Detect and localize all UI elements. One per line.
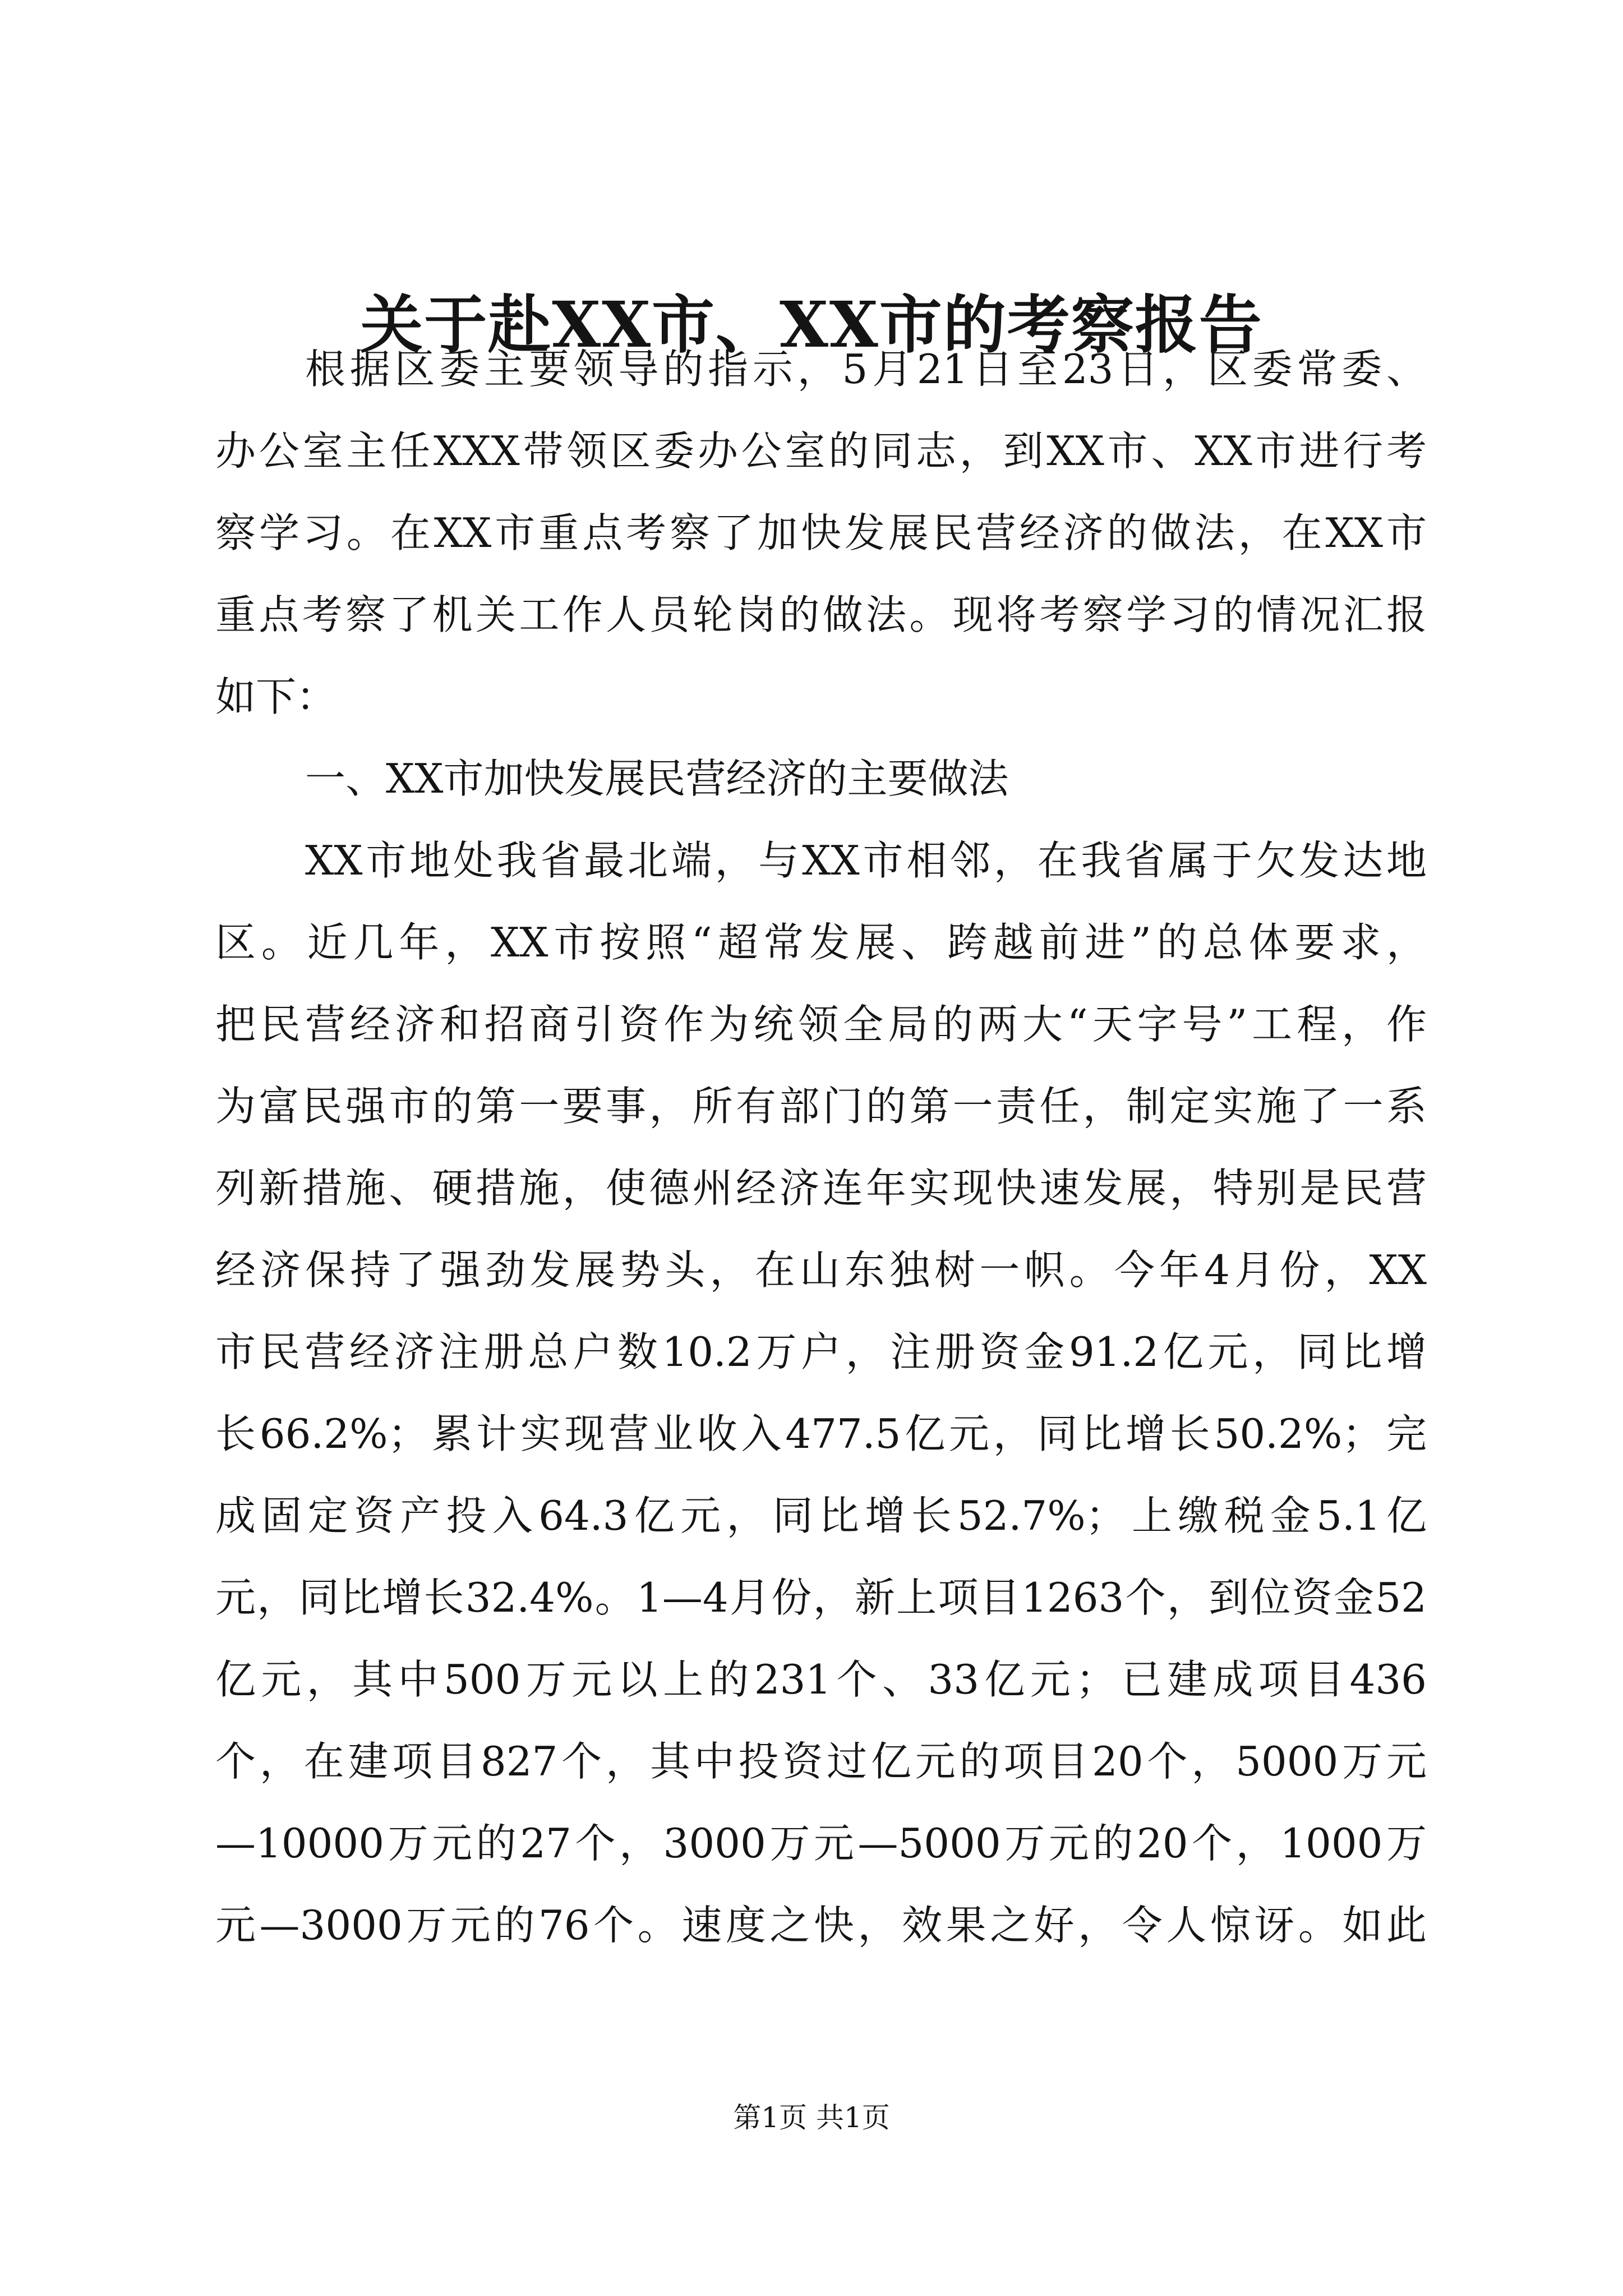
text-line: 经济保持了强劲发展势头，在山东独树一帜。今年4月份，XX bbox=[215, 1246, 1427, 1294]
text-line: 长66.2%；累计实现营业收入477.5亿元，同比增长50.2%；完 bbox=[215, 1410, 1427, 1457]
document-body bbox=[215, 328, 1427, 1966]
text-line: 根据区委主要领导的指示，5月21日至23日，区委常委、 bbox=[305, 346, 1427, 393]
text-line: 元—3000万元的76个。速度之快，效果之好，令人惊讶。如此 bbox=[215, 1902, 1427, 1949]
section-heading: 一、XX市加快发展民营经济的主要做法 bbox=[305, 755, 1009, 802]
text-line: —10000万元的27个，3000万元—5000万元的20个，1000万 bbox=[215, 1820, 1427, 1867]
text-line: 元，同比增长32.4%。1—4月份，新上项目1263个，到位资金52 bbox=[215, 1574, 1427, 1621]
page-footer: 第1页 共1页 bbox=[733, 2101, 890, 2134]
text-line: 察学习。在XX市重点考察了加快发展民营经济的做法，在XX市 bbox=[215, 509, 1427, 556]
text-line: 市民营经济注册总户数10.2万户，注册资金91.2亿元，同比增 bbox=[215, 1328, 1427, 1375]
text-line: 把民营经济和招商引资作为统领全局的两大“天字号”工程，作 bbox=[215, 1001, 1427, 1048]
text-line: 列新措施、硬措施，使德州经济连年实现快速发展，特别是民营 bbox=[215, 1165, 1427, 1212]
text-line: 重点考察了机关工作人员轮岗的做法。现将考察学习的情况汇报 bbox=[215, 591, 1427, 638]
text-line: 亿元，其中500万元以上的231个、33亿元；已建成项目436 bbox=[215, 1656, 1427, 1703]
text-line: 区。近几年，XX市按照“超常发展、跨越前进”的总体要求， bbox=[215, 919, 1427, 966]
text-line: 如下： bbox=[215, 673, 337, 720]
text-line: 成固定资产投入64.3亿元，同比增长52.7%；上缴税金5.1亿 bbox=[215, 1492, 1427, 1539]
text-line: 为富民强市的第一要事，所有部门的第一责任，制定实施了一系 bbox=[215, 1083, 1427, 1130]
text-line: XX市地处我省最北端，与XX市相邻，在我省属于欠发达地 bbox=[305, 837, 1427, 884]
document-title: 关于赴XX市、XX市的考察报告 bbox=[360, 288, 1263, 362]
text-line: 办公室主任XXX带领区委办公室的同志，到XX市、XX市进行考 bbox=[215, 427, 1427, 475]
text-line: 个，在建项目827个，其中投资过亿元的项目20个，5000万元 bbox=[215, 1738, 1427, 1785]
